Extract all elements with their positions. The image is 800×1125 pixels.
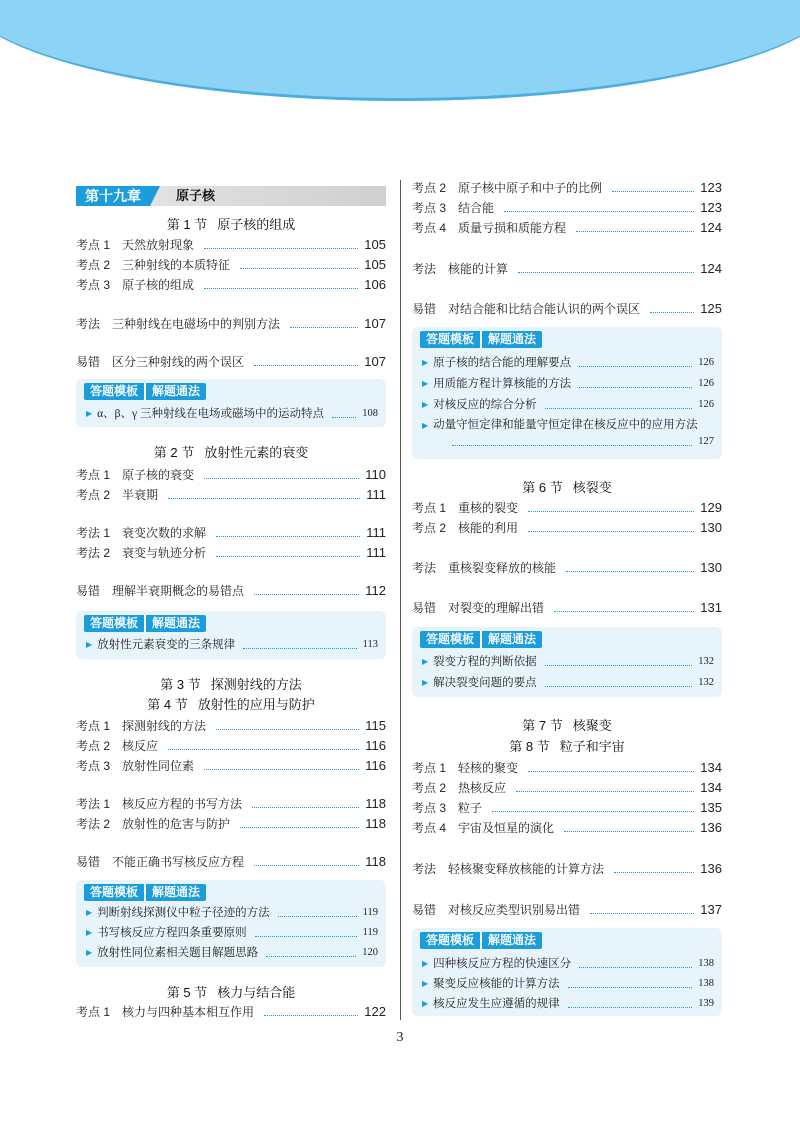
- toc-entry[interactable]: 考点 2 三种射线的本质特征 105: [76, 257, 386, 272]
- box-heading: 答题模板 解题通法: [420, 331, 542, 348]
- method-entry[interactable]: ▶ 裂变方程的判断依据 132: [422, 656, 714, 668]
- triangle-icon: ▶: [86, 948, 93, 957]
- method-entry[interactable]: ▶ 聚变反应核能的计算方法 138: [422, 978, 714, 990]
- box-heading: 答题模板 解题通法: [420, 631, 542, 648]
- toc-entry[interactable]: 考法 三种射线在电磁场中的判别方法 107: [76, 316, 386, 331]
- chapter-label: 第十九章: [76, 186, 150, 206]
- toc-entry[interactable]: 易错 不能正确书写核反应方程 118: [76, 854, 386, 869]
- toc-entry[interactable]: 考法 轻核聚变释放核能的计算方法 136: [412, 861, 722, 876]
- toc-entry[interactable]: 考法 重核裂变释放的核能 130: [412, 560, 722, 575]
- toc-entry[interactable]: 考点 1 原子核的衰变 110: [76, 467, 386, 482]
- toc-entry[interactable]: 考法 2 放射性的危害与防护 118: [76, 816, 386, 831]
- toc-entry[interactable]: 易错 对结合能和比结合能认识的两个误区 125: [412, 301, 722, 316]
- section-title: 第 1 节 原子核的组成: [166, 217, 296, 232]
- toc-entry[interactable]: 考点 1 探测射线的方法 115: [76, 718, 386, 733]
- toc-entry[interactable]: 考法 1 衰变次数的求解 111: [76, 525, 386, 540]
- method-entry[interactable]: ▶ 放射性元素衰变的三条规律 113: [86, 639, 378, 651]
- toc-entry[interactable]: 易错 理解半衰期概念的易错点 112: [76, 583, 386, 598]
- toc-entry[interactable]: 考点 4 宇宙及恒星的演化 136: [412, 820, 722, 835]
- toc-entry[interactable]: 考点 1 重核的裂变 129: [412, 500, 722, 515]
- header-band: [0, 0, 800, 101]
- method-box: [76, 611, 386, 659]
- box-heading: 答题模板 解题通法: [420, 932, 542, 949]
- triangle-icon: ▶: [86, 908, 93, 917]
- box-heading: 答题模板 解题通法: [84, 615, 206, 632]
- box-heading: 答题模板 解题通法: [84, 383, 206, 400]
- method-entry[interactable]: ▶ 原子核的结合能的理解要点 126: [422, 357, 714, 369]
- triangle-icon: ▶: [86, 409, 93, 418]
- section-title: 第 7 节 核聚变: [522, 718, 612, 733]
- section-title: 第 6 节 核裂变: [522, 480, 612, 495]
- toc-entry[interactable]: 考法 2 衰变与轨迹分析 111: [76, 545, 386, 560]
- toc-entry[interactable]: 考点 2 热核反应 134: [412, 780, 722, 795]
- triangle-icon: ▶: [422, 959, 429, 968]
- toc-entry[interactable]: 考法 1 核反应方程的书写方法 118: [76, 796, 386, 811]
- triangle-icon: ▶: [86, 640, 93, 649]
- toc-entry[interactable]: 易错 对裂变的理解出错 131: [412, 600, 722, 615]
- section-title: 第 8 节 粒子和宇宙: [509, 739, 625, 754]
- method-box: [76, 379, 386, 427]
- toc-entry[interactable]: 考点 1 轻核的聚变 134: [412, 760, 722, 775]
- section-title: 第 3 节 探测射线的方法: [160, 677, 302, 692]
- method-entry[interactable]: ▶ 书写核反应方程四条重要原则 119: [86, 927, 378, 939]
- toc-entry[interactable]: 考点 3 原子核的组成 106: [76, 277, 386, 292]
- method-entry[interactable]: ▶ 判断射线探测仪中粒子径迹的方法 119: [86, 907, 378, 919]
- method-entry[interactable]: ▶ 放射性同位素相关题目解题思路 120: [86, 947, 378, 959]
- triangle-icon: ▶: [422, 657, 429, 666]
- section-title: 第 2 节 放射性元素的衰变: [153, 445, 309, 460]
- toc-entry[interactable]: 考点 2 核能的利用 130: [412, 520, 722, 535]
- method-entry[interactable]: ▶ 用质能方程计算核能的方法 126: [422, 378, 714, 390]
- triangle-icon: ▶: [86, 928, 93, 937]
- toc-entry[interactable]: 考点 1 核力与四种基本相互作用 122: [76, 1004, 386, 1019]
- triangle-icon: ▶: [422, 400, 429, 409]
- toc-entry[interactable]: 考法 核能的计算 124: [412, 261, 722, 276]
- triangle-icon: ▶: [422, 678, 429, 687]
- method-entry[interactable]: ▶ α、β、γ 三种射线在电场或磁场中的运动特点 108: [86, 408, 378, 420]
- section-title: 第 4 节 放射性的应用与防护: [147, 697, 315, 712]
- toc-entry[interactable]: 考点 3 放射性同位素 116: [76, 758, 386, 773]
- method-box: [412, 627, 722, 697]
- box-heading: 答题模板 解题通法: [84, 884, 206, 901]
- toc-entry[interactable]: 考点 1 天然放射现象 105: [76, 237, 386, 252]
- column-divider: [400, 180, 401, 1020]
- toc-entry[interactable]: 考点 2 原子核中原子和中子的比例 123: [412, 180, 722, 195]
- toc-entry[interactable]: 易错 区分三种射线的两个误区 107: [76, 354, 386, 369]
- triangle-icon: ▶: [422, 379, 429, 388]
- method-entry[interactable]: ▶ 四种核反应方程的快速区分 138: [422, 958, 714, 970]
- toc-entry[interactable]: 考点 4 质量亏损和质能方程 124: [412, 220, 722, 235]
- triangle-icon: ▶: [422, 999, 429, 1008]
- toc-entry[interactable]: 考点 2 核反应 116: [76, 738, 386, 753]
- method-entry[interactable]: ▶ 解决裂变问题的要点 132: [422, 677, 714, 689]
- method-entry[interactable]: ▶ 核反应发生应遵循的规律 139: [422, 998, 714, 1010]
- section-title: 第 5 节 核力与结合能: [166, 985, 296, 1000]
- toc-entry[interactable]: 易错 对核反应类型识别易出错 137: [412, 902, 722, 917]
- method-entry[interactable]: ▶ 动量守恒定律和能量守恒定律在核反应中的应用方法 127: [422, 419, 714, 447]
- toc-entry[interactable]: 考点 3 结合能 123: [412, 200, 722, 215]
- triangle-icon: ▶: [422, 358, 429, 367]
- method-box: [412, 327, 722, 459]
- triangle-icon: ▶: [422, 979, 429, 988]
- method-box: [412, 928, 722, 1016]
- method-entry[interactable]: ▶ 对核反应的综合分析 126: [422, 399, 714, 411]
- method-box: [76, 880, 386, 967]
- page-number: 3: [396, 1030, 404, 1045]
- toc-entry[interactable]: 考点 3 粒子 135: [412, 800, 722, 815]
- chapter-header: [76, 186, 386, 206]
- triangle-icon: ▶: [422, 421, 429, 430]
- chapter-title: 原子核: [176, 188, 216, 203]
- toc-entry[interactable]: 考点 2 半衰期 111: [76, 487, 386, 502]
